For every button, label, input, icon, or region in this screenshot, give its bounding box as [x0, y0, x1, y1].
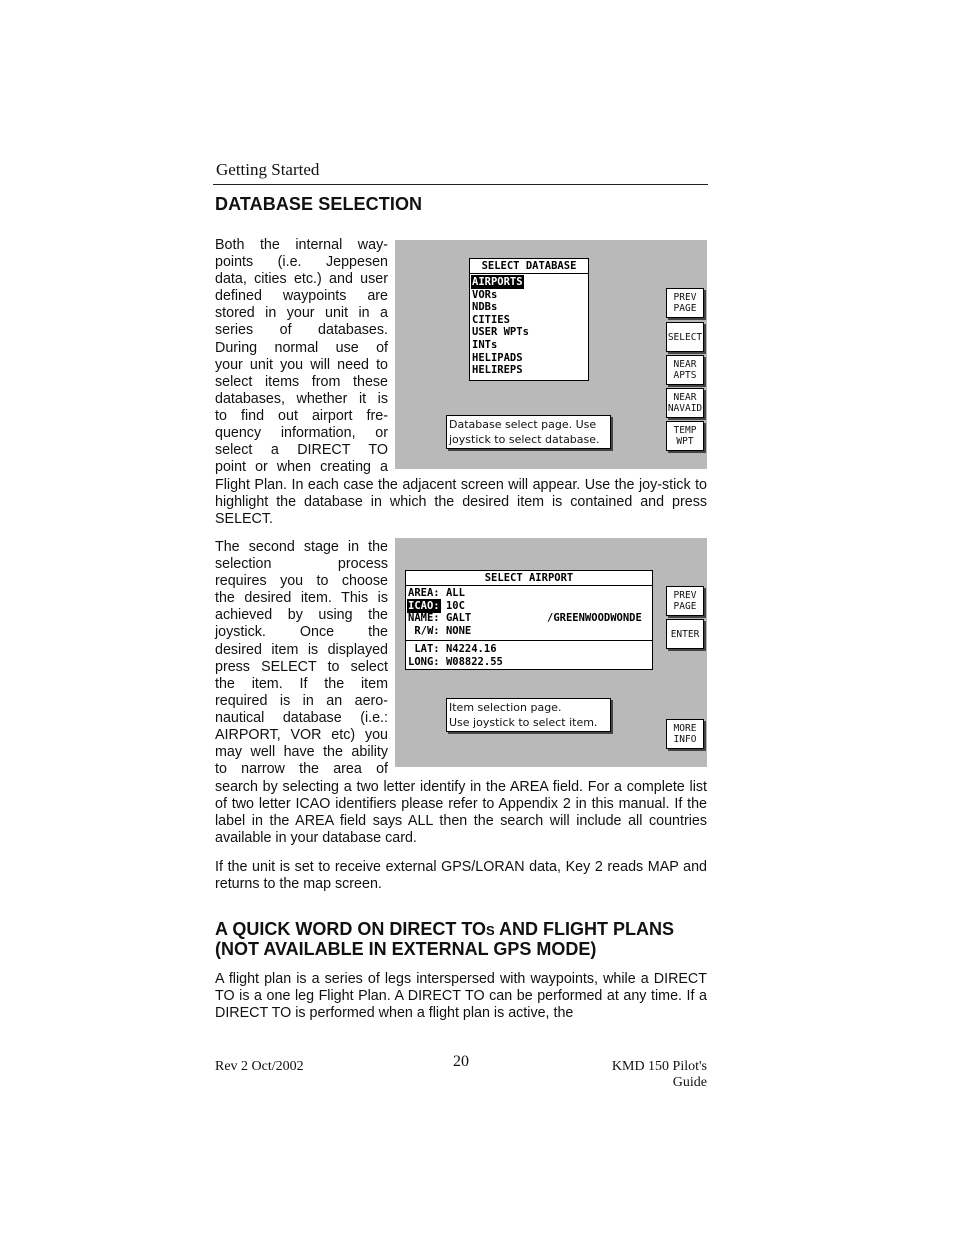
icao-value: 10C [445, 599, 465, 612]
name-value: GALT [445, 612, 472, 625]
database-item-cities[interactable]: CITIES [472, 313, 510, 326]
section-title-line1 [215, 920, 674, 940]
long-value: W08822.55 [445, 655, 503, 668]
icao-label-highlight: ICAO: [408, 599, 440, 612]
name-extra: /GREENWOODWONDE [547, 612, 642, 625]
paragraph-second-stage-continued: search by selecting a two letter identify in the AREA field. For a complete list of two letter ICAO identifiers please refer to Appendix 2 in this manual. If the label in the AREA field says ALL then the search will include all countries available in your database card. [215, 779, 707, 847]
text-line: press SELECT to select [215, 658, 388, 675]
rw-row [408, 625, 650, 638]
title-part: AND FLIGHT PLANS [494, 919, 674, 939]
text-line: Both the internal way- [215, 237, 388, 253]
area-value: ALL [445, 587, 465, 599]
paragraph-database-intro [215, 237, 388, 476]
long-label: LONG: [408, 655, 440, 668]
temp-wpt-button[interactable]: TEMP WPT [666, 421, 704, 451]
item-select-message: Item selection page. Use joystick to select item. [446, 698, 611, 732]
screenshot-select-airport [395, 538, 707, 767]
text-line: nautical database (i.e.: [215, 709, 388, 726]
text-line: your unit you will need to [215, 356, 388, 373]
lat-label: LAT: [408, 643, 440, 656]
text-line: points (i.e. Jeppesen [215, 254, 388, 271]
text-line: the desired item. This is [215, 590, 388, 607]
title-small-s: S [486, 923, 495, 938]
near-navaid-button[interactable]: NEAR NAVAID [666, 388, 704, 418]
rw-label: R/W: [408, 624, 440, 637]
text-line: joystick. Once the [215, 624, 388, 641]
name-label: NAME: [408, 612, 440, 625]
text-line: to find out airport fre- [215, 407, 388, 424]
text-line: During normal use of [215, 339, 388, 356]
text-line: desired item is displayed [215, 641, 388, 658]
paragraph-second-stage [215, 539, 388, 778]
rw-value: NONE [445, 624, 472, 637]
running-head: Getting Started [216, 160, 320, 179]
text-line: The second stage in the [215, 539, 388, 555]
select-button[interactable]: SELECT [666, 322, 704, 352]
text-line: achieved by using the [215, 607, 388, 624]
text-line: data, cities etc.) and user [215, 271, 388, 288]
text-line: defined waypoints are [215, 288, 388, 305]
select-airport-panel [405, 570, 653, 670]
near-apts-button[interactable]: NEAR APTS [666, 355, 704, 385]
database-item-airports[interactable] [472, 276, 586, 289]
text-line: required is in an aero- [215, 692, 388, 709]
airport-fields [406, 586, 652, 637]
database-list [470, 274, 588, 377]
select-database-panel [469, 258, 589, 381]
prev-page-button[interactable]: PREV PAGE [666, 586, 704, 616]
icao-row[interactable] [408, 600, 650, 613]
text-line: select a DIRECT TO [215, 442, 388, 459]
text-line: AIRPORT, VOR etc) you [215, 727, 388, 744]
area-row[interactable] [408, 587, 650, 600]
title-part: A QUICK WORD ON DIRECT TO [215, 919, 486, 939]
panel-title: SELECT AIRPORT [406, 571, 652, 586]
lat-value: N4224.16 [445, 643, 497, 656]
coordinates-block [406, 640, 652, 668]
database-item-vors[interactable]: VORs [472, 288, 498, 301]
text-line: stored in your unit in a [215, 305, 388, 322]
database-item-helipads[interactable]: HELIPADS [472, 351, 523, 364]
para1-lines [215, 237, 388, 476]
database-item-helireps[interactable]: HELIREPS [472, 364, 523, 377]
text-line: select items from these [215, 373, 388, 390]
footer-revision: Rev 2 Oct/2002 [215, 1059, 304, 1074]
database-item-ints[interactable]: INTs [472, 338, 498, 351]
database-select-message: Database select page. Use joystick to select database. [446, 415, 611, 449]
selected-item-highlight: AIRPORTS [472, 276, 523, 288]
name-row[interactable] [408, 612, 650, 625]
lat-row [408, 643, 650, 656]
section-title-direct-tos [215, 920, 674, 959]
text-line: to narrow the area of [215, 761, 388, 778]
paragraph-flight-plan: A flight plan is a series of legs interspersed with waypoints, while a DIRECT TO is a one leg Flight Plan. A DIRECT TO can be performed at any time. If a DIRECT TO is performed when a flight plan is active, the [215, 971, 707, 1022]
section-title-database-selection: DATABASE SELECTION [215, 194, 423, 214]
area-label: AREA: [408, 587, 440, 599]
database-item-ndbs[interactable]: NDBs [472, 301, 498, 314]
more-info-button[interactable]: MORE INFO [666, 719, 704, 749]
panel-title: SELECT DATABASE [470, 259, 588, 274]
text-line: series of databases. [215, 322, 388, 339]
screenshot-select-database [395, 240, 707, 469]
text-line: may well have the ability [215, 744, 388, 761]
text-line: databases, whether it is [215, 390, 388, 407]
prev-page-button[interactable]: PREV PAGE [666, 288, 704, 318]
text-line: quency information, or [215, 425, 388, 442]
header-rule [213, 184, 708, 185]
paragraph-external-gps: If the unit is set to receive external GPS/LORAN data, Key 2 reads MAP and returns to the map screen. [215, 859, 707, 893]
enter-button[interactable]: ENTER [666, 619, 704, 649]
paragraph-database-intro-continued: Flight Plan. In each case the adjacent screen will appear. Use the joy-stick to highlight the database in which the desired item is contained and press SELECT. [215, 477, 707, 528]
page-number: 20 [453, 1053, 469, 1070]
long-row [408, 656, 650, 669]
text-line: point or when creating a [215, 459, 388, 476]
section-title-line2: (NOT AVAILABLE IN EXTERNAL GPS MODE) [215, 939, 597, 959]
text-line: selection process [215, 556, 388, 573]
text-line: requires you to choose [215, 573, 388, 590]
footer-guide-title: KMD 150 Pilot's Guide [611, 1059, 707, 1090]
database-item-user-wpts[interactable]: USER WPTs [472, 326, 529, 339]
text-line: the item. If the item [215, 675, 388, 692]
